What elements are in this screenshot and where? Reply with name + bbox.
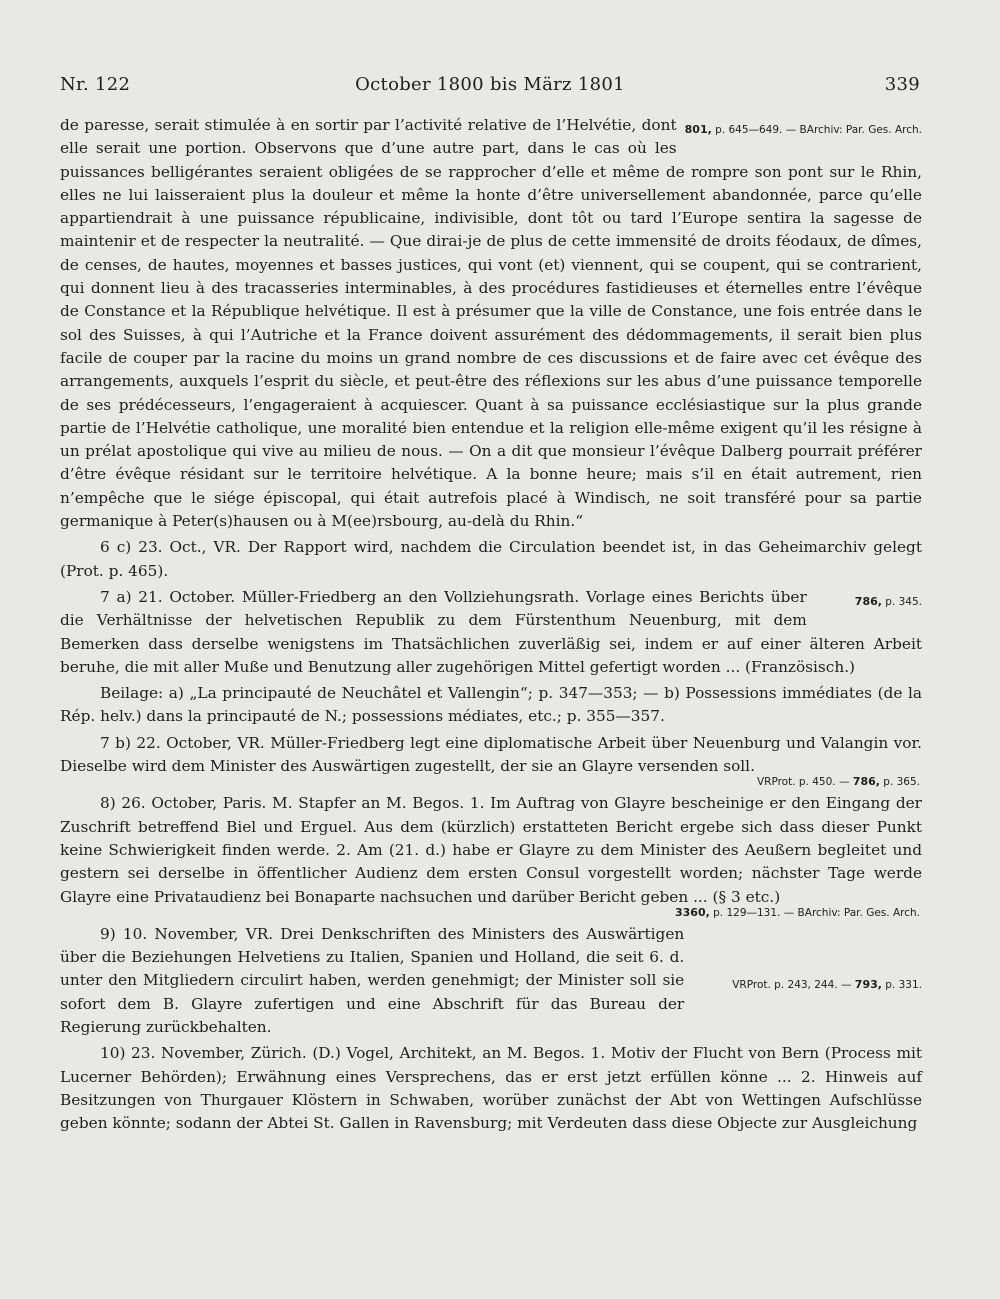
citation-number: 786, xyxy=(852,775,880,789)
entry-7a xyxy=(60,586,922,679)
entry-text: 10) 23. November, Zürich. (D.) Vogel, Architekt, an M. Begos. 1. Motiv der Flucht von Bern (Process mit Lucerner Behörden); Erwähnung eines Versprechens, das er erst jetzt erfüllen könne ... 2. Hinweis auf Besitzungen von Thurgauer Klöstern in Schwaben, worüber zunächst der Abt von Wettingen Aufschlüsse geben könnte; sodann der Abtei St. Gallen in Ravensburg; mit Verdeuten dass diese Objecte zur Ausgleichung xyxy=(60,1044,922,1133)
running-title: October 1800 bis März 1801 xyxy=(355,74,625,95)
entry-text: 7 a) 21. October. Müller-Friedberg an den Vollziehungsrath. Vorlage eines Berichts über die Verhältnisse der helvetischen Republik zu dem Fürstenthum Neuenburg, mit dem Bemerken dass derselbe wenigstens im Thatsächlichen zuverläßig sei, indem er auf einer älteren Arbeit beruhe, die mit aller Muße und Benutzung aller zugehörigen Mittel gefertigt worden ... (Französisch.) xyxy=(60,587,922,676)
citation-protocol: VRProt. p. 243, 244. — xyxy=(732,978,855,991)
continuation-paragraph xyxy=(60,114,922,533)
entry-text: 6 c) 23. Oct., VR. Der Rapport wird, nachdem die Circulation beendet ist, in das Geheimarchiv gelegt (Prot. p. 465). xyxy=(60,538,922,580)
entry-6c xyxy=(60,536,922,583)
entry-10 xyxy=(60,1042,922,1135)
running-header xyxy=(60,74,920,100)
citation-reference: p. 365. xyxy=(879,776,920,789)
source-citation xyxy=(692,973,922,997)
entry-text: 9) 10. November, VR. Drei Denkschriften des Ministers des Auswärtigen über die Beziehungen Helvetiens zu Italien, Spanien und Holland, die seit 6. d. unter den Mitgliedern circulirt haben, werden genehmigt; der Minister soll sie sofort dem B. Glayre zufertigen und eine Abschrift für das Bureau der Regierung zurückbehalten. xyxy=(60,924,685,1036)
citation-number: 793, xyxy=(854,977,882,991)
source-citation xyxy=(685,118,922,142)
entry-8 xyxy=(60,792,922,919)
citation-number: 786, xyxy=(854,594,882,608)
entry-9 xyxy=(60,923,922,1039)
citation-number: 3360, xyxy=(674,905,710,919)
source-citation xyxy=(60,775,922,789)
entry-text: 8) 26. October, Paris. M. Stapfer an M. Begos. 1. Im Auftrag von Glayre bescheinige er den Eingang der Zuschrift betreffend Biel und Erguel. Aus dem (kürzlich) erstatteten Bericht ergebe sich dass dieser Punkt keine Schwierigkeit finden werde. 2. Am (21. d.) habe er Glayre zu dem Minister des Aeußern begleitet und gestern sei derselbe in öffentlicher Audienz dem ersten Consul vorgestellt worden; nächster Tage werde Glayre eine Privataudienz bei Bonaparte nachsuchen und darüber Bericht geben ... (§ 3 etc.) xyxy=(60,794,922,906)
entry-text: Beilage: a) „La principauté de Neuchâtel et Vallengin“; p. 347—353; — b) Possessions immédiates (de la Rép. helv.) dans la principauté de N.; possessions médiates, etc.; p. 355—357. xyxy=(60,684,922,726)
page-number: 339 xyxy=(884,74,920,95)
entry-beilage xyxy=(60,682,922,729)
citation-reference: p. 345. xyxy=(881,595,922,608)
document-number: Nr. 122 xyxy=(60,74,131,95)
entry-text: 7 b) 22. October, VR. Müller-Friedberg legt eine diplomatische Arbeit über Neuenburg und Valangin vor. Dieselbe wird dem Minister des Auswärtigen zugestellt, der sie an Glayre versenden soll. xyxy=(60,733,922,776)
citation-reference: p. 331. xyxy=(881,978,922,991)
source-citation xyxy=(815,590,922,614)
citation-reference: p. 129—131. — BArchiv: Par. Ges. Arch. xyxy=(709,906,920,919)
source-citation xyxy=(60,906,922,920)
citation-number: 801, xyxy=(684,123,712,136)
document-body xyxy=(60,114,922,1135)
entry-7b xyxy=(60,732,922,790)
citation-protocol: VRProt. p. 450. — xyxy=(756,776,853,789)
paragraph-text: de paresse, serait stimulée à en sortir par l’activité relative de l’Helvétie, dont elle serait une portion. Observons que d’une autre part, dans le cas où les puissances belligérantes seraient obligées de se rapprocher d’elle et même de rompre son pont sur le Rhin, elles ne lui laisseraient plus la douleur et même la honte d’être universellement abandonnée, parce qu’elle appartiendrait à une puissance républicaine, indivisible, dont tôt ou tard l’Europe sentira la sagesse de maintenir et de respecter la neutralité. — Que dirai-je de plus de cette immensité de droits féodaux, de dîmes, de censes, de hautes, moyennes et basses justices, qui vont (et) viennent, qui se coupent, qui se contrarient, qui donnent lieu à des tracasseries interminables, à des procédures fastidieuses et éternelles entre l’évêque de Constance et la République helvétique. Il est à présumer que la ville de Constance, une fois entrée dans le sol des Suisses, à qui l’Autriche et la France doivent assurément des dédommagements, il serait bien plus facile de couper par la racine du moins un grand nombre de ces discussions et de faire avec cet évêque des arrangements, auxquels l’esprit du siècle, et peut-être des réflexions sur les abus d’une puissance temporelle de ses prédécesseurs, l’engageraient à acquiescer. Quant à sa puissance ecclésiastique sur la plus grande partie de l’Helvétie catholique, une moralité bien entendue et la religion elle-même exigent qu’il les résigne à un prélat apostolique qui vive au milieu de nous. — On a dit que monsieur l’évêque Dalberg pourrait préférer d’être évêque résidant sur le territoire helvétique. A la bonne heure; mais s’il en était autrement, rien n’empêche que le siége épiscopal, qui était autrefois placé à Windisch, ne soit transféré pour sa partie germanique à Peter(s)hausen ou à M(ee)rsbourg, au-delà du Rhin.“ xyxy=(60,116,922,531)
citation-reference: p. 645—649. — BArchiv: Par. Ges. Arch. xyxy=(711,124,922,136)
